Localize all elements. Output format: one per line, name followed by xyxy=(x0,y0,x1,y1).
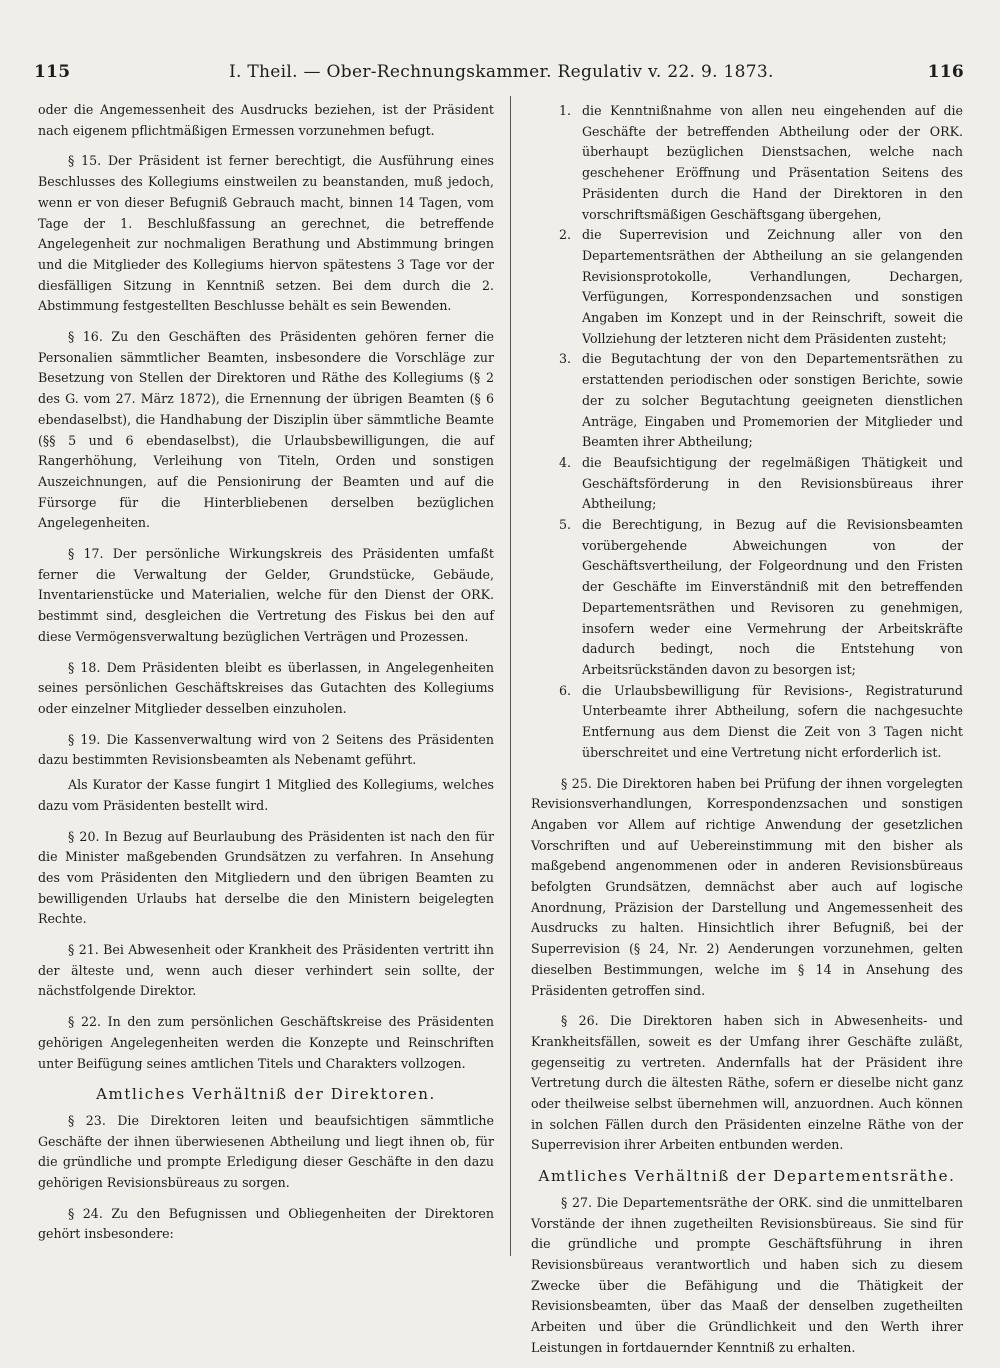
list-number: 2. xyxy=(559,227,572,243)
page-header xyxy=(34,62,964,92)
list-text: die Superrevision und Zeichnung aller von den Departementsräthen der Abtheilung an sie gelangenden Revisionsprotokolle, Verhandlungen, Dechargen, Verfügungen, Korrespondenzsachen und sonstigen Angaben im Konzept und in der Reinschrift, soweit die Vollziehung der letzteren nicht dem Präsidenten zusteht; xyxy=(582,227,963,346)
list-number: 4. xyxy=(559,454,572,470)
list-number: 3. xyxy=(559,351,572,367)
paragraph-continuation: oder die Angemessenheit des Ausdrucks beziehen, ist der Präsident nach eigenem pflichtmäßigen Ermessen vorzunehmen befugt. xyxy=(38,102,494,138)
list-item xyxy=(531,681,963,764)
right-column xyxy=(531,101,963,1368)
section-23: § 23. Die Direktoren leiten und beaufsichtigen sämmtliche Geschäfte der ihnen überwiesenen Abtheilung und liegt ihnen ob, für die gründliche und prompte Erledigung dieser Geschäfte in den dazu gehörigen Revisionsbüreaus zu sorgen. xyxy=(38,1112,494,1191)
section-20: § 20. In Bezug auf Beurlaubung des Präsidenten ist nach den für die Minister maßgebenden Grundsätzen zu verfahren. In Ansehung des vom Präsidenten den Mitgliedern und den übrigen Beamten zu bewilligenden Urlaubs hat derselbe die den Ministern beigelegten Rechte. xyxy=(38,828,494,927)
page-number-left: 115 xyxy=(34,62,71,82)
list-item xyxy=(531,453,963,515)
section-26: § 26. Die Direktoren haben sich in Abwesenheits- und Krankheitsfällen, soweit es der Umfang ihrer Geschäfte zuläßt, gegenseitig zu vertreten. Andernfalls hat der Präsident ihre Vertretung durch die ältesten Räthe, sofern er dieselbe nicht ganz oder theilweise selbst übernehmen will, anzuordnen. Auch können in solchen Fällen durch den Präsidenten einzelne Räthe von der Superrevision ihrer Arbeiten entbunden werden. xyxy=(531,1013,963,1153)
list-item xyxy=(531,515,963,681)
section-15: § 15. Der Präsident ist ferner berechtigt, die Ausführung eines Beschlusses des Kollegiums einstweilen zu beanstanden, muß jedoch, wenn er von dieser Befugniß Gebrauch macht, binnen 14 Tagen, vom Tage der 1. Beschlußfassung an gerechnet, die betreffende Angelegenheit zur nochmaligen Berathung und Abstimmung bringen und die Mitglieder des Kollegiums hiervon spätestens 3 Tage vor der diesfälligen Sitzung in Kenntniß setzen. Bei dem durch die 2. Abstimmung festgestellten Beschlusse behält es sein Bewenden. xyxy=(38,153,494,314)
list-text: die Begutachtung der von den Departementsräthen zu erstattenden periodischen oder sonstigen Berichte, sowie der zu solcher Begutachtung geeigneten dienstlichen Anträge, Eingaben und Promemorien der Mitglieder und Beamten ihrer Abtheilung; xyxy=(582,351,963,450)
list-text: die Urlaubsbewilligung für Revisions-, Registraturund Unterbeamte ihrer Abtheilung, sofern die nachgesuchte Entfernung aus dem Dienst die Zeit von 3 Tagen nicht überschreitet und eine Vertretung nicht erforderlich ist. xyxy=(582,682,963,760)
list-text: die Berechtigung, in Bezug auf die Revisionsbeamten vorübergehende Abweichungen von der Geschäftsvertheilung, der Folgeordnung und den Fristen der Geschäfte im Einverständniß mit den betreffenden Departementsräthen und Revisoren zu genehmigen, insofern weder eine Vermehrung der Arbeitskräfte dadurch bedingt, noch die Entstehung von Arbeitsrückständen davon zu besorgen ist; xyxy=(582,517,963,677)
section-25: § 25. Die Direktoren haben bei Prüfung der ihnen vorgelegten Revisionsverhandlungen, Korrespondenzsachen und sonstigen Angaben vor Allem auf richtige Anwendung der gesetzlichen Vorschriften und auf Uebereinstimmung mit den bisher als maßgebend angenommenen oder in anderen Revisionsbüreaus befolgten Grundsätzen, demnächst aber auch auf logische Anordnung, Präzision der Darstellung und Angemessenheit des Ausdrucks zu halten. Hinsichtlich ihrer Befugniß, bei der Superrevision (§ 24, Nr. 2) Aenderungen vorzunehmen, gelten dieselben Bestimmungen, welche im § 14 in Ansehung des Präsidenten getroffen sind. xyxy=(531,775,963,998)
list-item xyxy=(531,225,963,349)
section-19-kurator: Als Kurator der Kasse fungirt 1 Mitglied des Kollegiums, welches dazu vom Präsidenten bestellt wird. xyxy=(38,777,494,813)
section-19: § 19. Die Kassenverwaltung wird von 2 Seitens des Präsidenten dazu bestimmten Revisionsbeamten als Nebenamt geführt. xyxy=(38,731,494,768)
list-number: 6. xyxy=(559,682,572,698)
list-text: die Beaufsichtigung der regelmäßigen Thätigkeit und Geschäftsförderung in den Revisionsbüreaus ihrer Abtheilung; xyxy=(582,454,963,512)
section-22: § 22. In den zum persönlichen Geschäftskreise des Präsidenten gehörigen Angelegenheiten werden die Konzepte und Reinschriften unter Beifügung seines amtlichen Titels und Charakters vollzogen. xyxy=(38,1014,494,1071)
section-24-list xyxy=(531,101,963,764)
heading-direktoren: Amtliches Verhältniß der Direktoren. xyxy=(96,1085,436,1104)
list-text: die Kenntnißnahme von allen neu eingehenden auf die Geschäfte der betreffenden Abtheilung oder der ORK. überhaupt bezüglichen Dienstsachen, welche nach geschehener Eröffnung und Präsentation Seitens des Präsidenten durch die Hand der Direktoren in den vorschriftsmäßigen Geschäftsgang übergehen, xyxy=(582,103,963,222)
list-number: 1. xyxy=(559,103,572,118)
section-17: § 17. Der persönliche Wirkungskreis des Präsidenten umfaßt ferner die Verwaltung der Gelder, Grundstücke, Gebäude, Inventarienstücke und Materialien, welche für den Dienst der ORK. bestimmt sind, desgleichen die Vertretung des Fiskus bei den auf diese Vermögensverwaltung bezüglichen Verträgen und Prozessen. xyxy=(38,546,494,644)
page-number-right: 116 xyxy=(927,62,964,82)
section-18: § 18. Dem Präsidenten bleibt es überlassen, in Angelegenheiten seines persönlichen Geschäftskreises das Gutachten des Kollegiums oder einzelner Mitglieder desselben einzuholen. xyxy=(38,659,494,716)
section-21: § 21. Bei Abwesenheit oder Krankheit des Präsidenten vertritt ihn der älteste und, wenn auch dieser verhindert sein sollte, der nächstfolgende Direktor. xyxy=(38,942,494,999)
column-divider xyxy=(510,96,511,1256)
section-16: § 16. Zu den Geschäften des Präsidenten gehören ferner die Personalien sämmtlicher Beamten, insbesondere die Vorschläge zur Besetzung von Stellen der Direktoren und Räthe des Kollegiums (§ 2 des G. vom 27. März 1872), die Ernennung der übrigen Beamten (§ 6 ebendaselbst), die Handhabung der Disziplin über sämmtliche Beamte (§§ 5 und 6 ebendaselbst), die Urlaubsbewilligungen, die auf Rangerhöhung, Verleihung von Titeln, Orden und sonstigen Auszeichnungen, auf die Pensionirung der Beamten und auf die Fürsorge für die Hinterbliebenen derselben bezüglichen Angelegenheiten. xyxy=(38,329,494,531)
left-column xyxy=(38,100,494,1255)
running-title: I. Theil. — Ober-Rechnungskammer. Regulativ v. 22. 9. 1873. xyxy=(229,62,774,82)
section-27: § 27. Die Departementsräthe der ORK. sind die unmittelbaren Vorstände der ihnen zugetheilten Revisionsbüreaus. Sie sind für die gründliche und prompte Geschäftsführung in ihren Revisionsbüreaus verantwortlich und haben sich zu diesem Zwecke über die Befähigung und die Thätigkeit der Revisionsbeamten, über das Maaß der denselben zugetheilten Arbeiten und über die Gründlichkeit und den Werth ihrer Leistungen in fortdauernder Kenntniß zu erhalten. xyxy=(531,1194,963,1355)
list-number: 5. xyxy=(559,517,572,533)
heading-departementsraethe: Amtliches Verhältniß der Departementsräthe. xyxy=(538,1167,956,1186)
section-24: § 24. Zu den Befugnissen und Obliegenheiten der Direktoren gehört insbesondere: xyxy=(38,1205,494,1242)
list-item xyxy=(531,101,963,225)
list-item xyxy=(531,349,963,453)
